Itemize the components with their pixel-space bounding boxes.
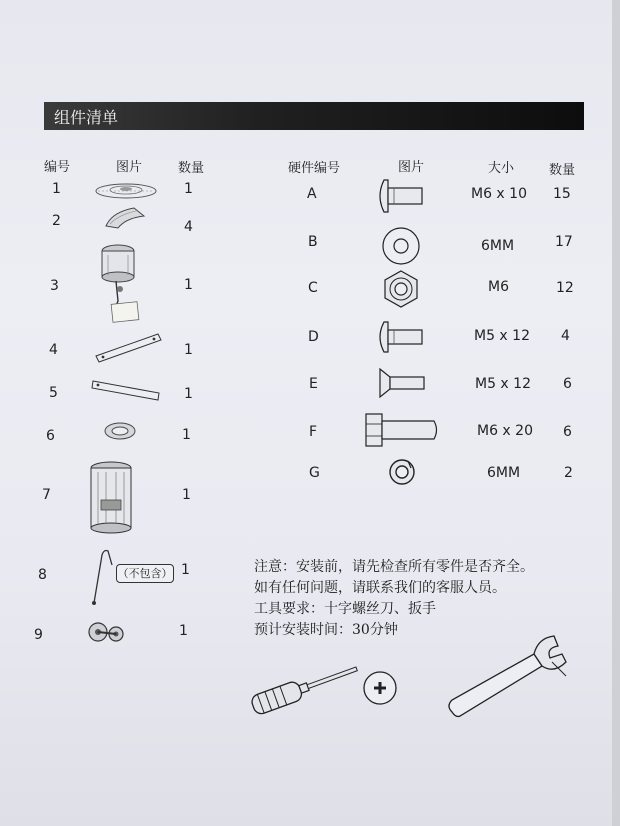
tank-housing-icon	[86, 460, 136, 534]
part-no: 4	[49, 342, 58, 358]
note-line: 预计安装时间：30分钟	[254, 622, 398, 638]
parts-header-qty: 数量	[178, 161, 205, 176]
hardware-qty: 12	[556, 280, 574, 296]
hardware-size: M5 x 12	[475, 376, 531, 392]
hardware-no: D	[308, 329, 319, 345]
part-no: 3	[50, 278, 59, 294]
hardware-no: B	[308, 234, 318, 250]
part-qty: 1	[184, 277, 193, 293]
part-no: 5	[49, 385, 58, 401]
part-no: 6	[46, 428, 55, 444]
burner-head-icon	[98, 241, 158, 341]
hardware-no: F	[309, 424, 318, 440]
wheel-icon	[86, 620, 126, 646]
washer-ring-icon	[103, 421, 137, 441]
not-included-badge: （不包含）	[116, 564, 174, 583]
hex-bolt-icon	[364, 412, 442, 448]
part-qty: 1	[182, 487, 191, 503]
part-qty: 4	[184, 219, 193, 235]
hardware-qty: 2	[564, 465, 573, 481]
hardware-no: G	[309, 465, 320, 481]
hardware-qty: 15	[553, 186, 571, 202]
parts-header-no: 编号	[44, 160, 71, 175]
hardware-header-qty: 数量	[549, 163, 576, 178]
hardware-size: M5 x 12	[474, 328, 530, 344]
part-no: 1	[52, 181, 61, 197]
hardware-header-size: 大小	[488, 161, 515, 176]
note-line: 工具要求：十字螺丝刀、扳手	[254, 601, 436, 617]
hardware-header-no: 硬件编号	[288, 161, 341, 176]
part-qty: 1	[182, 427, 191, 443]
countersunk-screw-icon	[376, 367, 428, 399]
parts-header-pic: 图片	[116, 160, 143, 175]
hardware-no: A	[307, 186, 317, 202]
hardware-no: E	[309, 376, 318, 392]
screwdriver-icon	[244, 650, 404, 708]
part-qty: 1	[184, 342, 193, 358]
hex-nut-icon	[382, 270, 420, 308]
hardware-header-pic: 图片	[398, 160, 425, 175]
hardware-size: 6MM	[481, 238, 515, 254]
reflector-segment-icon	[104, 206, 146, 228]
hardware-no: C	[308, 280, 318, 296]
hardware-qty: 6	[563, 424, 572, 440]
note-line: 如有任何问题，请联系我们的客服人员。	[254, 580, 506, 596]
hardware-qty: 6	[563, 376, 572, 392]
note-line: 注意：安装前，请先检查所有零件是否齐全。	[254, 559, 534, 575]
hardware-qty: 17	[555, 234, 573, 250]
section-title: 组件清单	[54, 108, 119, 127]
reflector-disc-icon	[95, 182, 157, 200]
part-no: 8	[38, 567, 47, 583]
hardware-size: M6	[488, 279, 509, 295]
part-qty: 1	[179, 623, 188, 639]
part-qty: 1	[181, 562, 190, 578]
part-qty: 1	[184, 181, 193, 197]
wrench-icon	[442, 632, 582, 722]
support-rod-icon	[94, 330, 164, 364]
hardware-size: M6 x 10	[471, 186, 527, 202]
hardware-size: M6 x 20	[477, 423, 533, 439]
part-qty: 1	[184, 386, 193, 402]
hardware-size: 6MM	[487, 465, 521, 481]
part-no: 9	[34, 627, 43, 643]
hardware-qty: 4	[561, 328, 570, 344]
mushroom-bolt-icon	[376, 178, 426, 214]
spring-washer-icon	[388, 458, 416, 486]
section-header-bar	[44, 102, 584, 130]
support-rod-icon	[91, 377, 163, 403]
mushroom-bolt-icon	[376, 320, 426, 354]
part-no: 2	[52, 213, 61, 229]
part-no: 7	[42, 487, 51, 503]
flat-washer-icon	[381, 226, 421, 266]
